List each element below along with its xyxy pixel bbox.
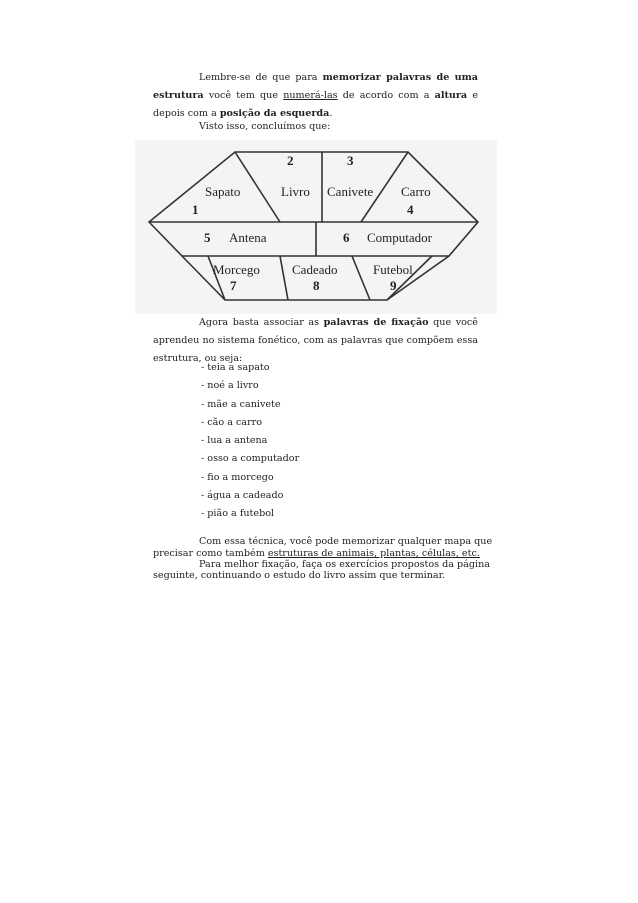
closing-line-2-text: precisar como também [153, 548, 268, 559]
closing-line-1: Com essa técnica, você pode memorizar qualquer mapa que [199, 536, 493, 547]
cell-7-word: Morcego [213, 262, 260, 277]
association-text-a: Agora basta associar as [199, 317, 324, 328]
intro-text-c: você tem que [203, 90, 284, 101]
intro-bold-memorizar: memorizar palavras de uma estrutura [153, 72, 479, 101]
cell-9-word: Futebol [373, 262, 413, 277]
cell-2-word: Livro [281, 184, 310, 199]
cell-5-number: 5 [204, 230, 211, 245]
divider-1-2 [235, 152, 280, 222]
association-text-c: que você aprendeu no sistema fonético, com as palavras que compõem essa estrutura, ou seja: [153, 317, 478, 364]
cell-6-number: 6 [343, 230, 350, 245]
cell-9-number: 9 [390, 278, 397, 293]
cell-1-number: 1 [192, 202, 199, 217]
cell-8-number: 8 [313, 278, 320, 293]
cell-3-number: 3 [347, 153, 354, 168]
intro-text-d: de acordo com a [337, 90, 435, 101]
intro-bold-posicao: posição da esquerda [219, 108, 330, 119]
association-paragraph [153, 314, 478, 368]
intro-underline-numerar: numerá-las [283, 90, 338, 101]
list-item: - mãe a canivete [201, 399, 281, 410]
list-item: - teia a sapato [201, 362, 270, 373]
intro-text-e: e depois com a [153, 90, 479, 119]
intro-bold-altura: altura [434, 90, 468, 101]
list-item: - pião a futebol [201, 508, 275, 519]
list-item: - osso a computador [201, 453, 300, 464]
divider-8-9 [352, 256, 370, 300]
intro-text-a: Lembre-se de que para [199, 72, 323, 83]
list-item: - lua a antena [201, 435, 268, 446]
list-item: - noé a livro [201, 380, 259, 391]
list-item: - água a cadeado [201, 490, 284, 501]
cell-7-number: 7 [230, 278, 237, 293]
cell-2-number: 2 [287, 153, 294, 168]
intro-text-f: . [329, 108, 333, 119]
cell-5-word: Antena [229, 230, 267, 245]
list-item: - cão a carro [201, 417, 263, 428]
closing-line-3: Para melhor fixação, faça os exercícios propostos da página [199, 559, 491, 570]
list-item: - fio a morcego [201, 472, 274, 483]
cell-3-word: Canivete [327, 184, 374, 199]
association-bold: palavras de fixação [323, 317, 429, 328]
intro-paragraph [153, 69, 478, 123]
cell-4-word: Carro [401, 184, 431, 199]
cell-1-word: Sapato [205, 184, 241, 199]
closing-line-4: seguinte, continuando o estudo do livro assim que terminar. [153, 570, 446, 581]
structure-diagram [135, 140, 497, 314]
divider-7-8 [280, 256, 288, 300]
cell-6-word: Computador [367, 230, 432, 245]
intro-conclusion: Visto isso, concluímos que: [199, 121, 331, 132]
cell-4-number: 4 [407, 202, 414, 217]
structure-figure [135, 140, 497, 314]
cell-8-word: Cadeado [292, 262, 338, 277]
closing-line-2-underline: estruturas de animais, plantas, células, etc. [267, 548, 480, 559]
